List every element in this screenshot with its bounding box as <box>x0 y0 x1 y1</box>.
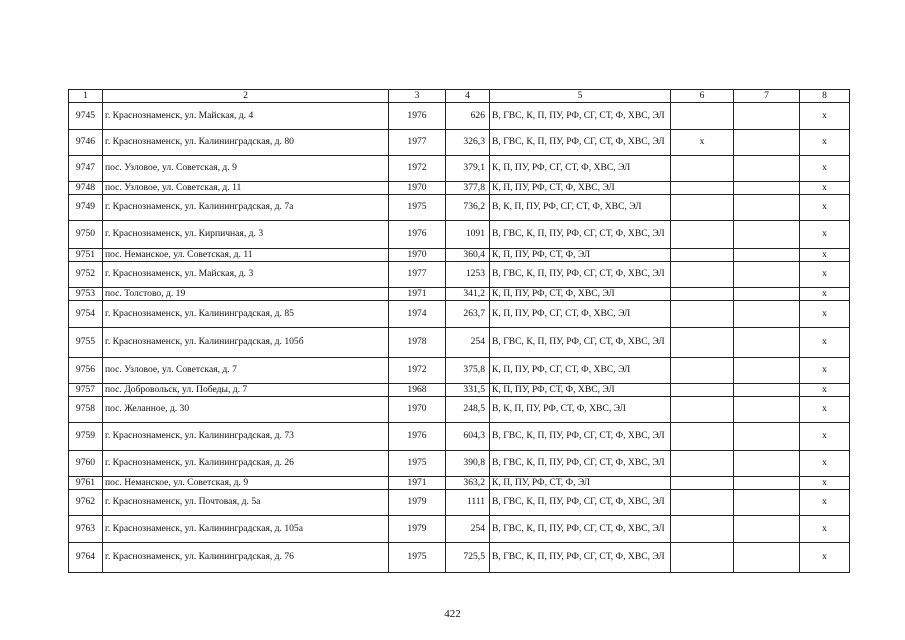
column-8-cell: х <box>800 221 850 249</box>
column-6-cell <box>671 249 734 262</box>
services-cell: К, П, ПУ, РФ, СТ, Ф, ЭЛ <box>490 249 671 262</box>
column-6-cell <box>671 182 734 195</box>
address-cell: г. Краснознаменск, ул. Почтовая, д. 5а <box>103 490 389 516</box>
address-cell: г. Краснознаменск, ул. Кирпичная, д. 3 <box>103 221 389 249</box>
table-row <box>69 516 850 543</box>
row-number: 9763 <box>69 516 103 543</box>
address-cell: г. Краснознаменск, ул. Калининградская, д. 7а <box>103 195 389 221</box>
address-cell: пос. Узловое, ул. Советская, д. 11 <box>103 182 389 195</box>
column-6-cell <box>671 451 734 477</box>
year-cell: 1975 <box>389 451 446 477</box>
year-cell: 1972 <box>389 156 446 182</box>
column-6-cell <box>671 490 734 516</box>
column-7-cell <box>734 451 800 477</box>
area-cell: 604,3 <box>446 423 490 451</box>
column-6-cell <box>671 288 734 301</box>
column-7-cell <box>734 288 800 301</box>
column-7-cell <box>734 477 800 490</box>
table-row <box>69 397 850 423</box>
column-8-cell: х <box>800 130 850 156</box>
building-registry-table <box>68 89 850 573</box>
column-7-cell <box>734 384 800 397</box>
services-cell: К, П, ПУ, РФ, СТ, Ф, ХВС, ЭЛ <box>490 384 671 397</box>
column-8-cell: х <box>800 328 850 358</box>
area-cell: 331,5 <box>446 384 490 397</box>
services-cell: К, П, ПУ, РФ, СТ, Ф, ХВС, ЭЛ <box>490 288 671 301</box>
area-cell: 377,8 <box>446 182 490 195</box>
table-row <box>69 301 850 328</box>
table-row <box>69 543 850 573</box>
column-6-cell: х <box>671 130 734 156</box>
row-number: 9755 <box>69 328 103 358</box>
row-number: 9758 <box>69 397 103 423</box>
address-cell: пос. Желанное, д. 30 <box>103 397 389 423</box>
address-cell: г. Краснознаменск, ул. Майская, д. 4 <box>103 103 389 130</box>
address-cell: г. Краснознаменск, ул. Калининградская, д. 80 <box>103 130 389 156</box>
row-number: 9761 <box>69 477 103 490</box>
row-number: 9752 <box>69 262 103 288</box>
services-cell: В, К, П, ПУ, РФ, СТ, Ф, ХВС, ЭЛ <box>490 397 671 423</box>
table-row <box>69 477 850 490</box>
row-number: 9751 <box>69 249 103 262</box>
header-row <box>69 90 850 103</box>
year-cell: 1968 <box>389 384 446 397</box>
column-8-cell: х <box>800 103 850 130</box>
services-cell: В, ГВС, К, П, ПУ, РФ, СГ, СТ, Ф, ХВС, ЭЛ <box>490 423 671 451</box>
area-cell: 390,8 <box>446 451 490 477</box>
row-number: 9759 <box>69 423 103 451</box>
services-cell: В, ГВС, К, П, ПУ, РФ, СГ, СТ, Ф, ХВС, ЭЛ <box>490 130 671 156</box>
column-header: 7 <box>734 90 800 103</box>
table-row <box>69 130 850 156</box>
column-8-cell: х <box>800 249 850 262</box>
address-cell: пос. Неманское, ул. Советская, д. 11 <box>103 249 389 262</box>
column-7-cell <box>734 182 800 195</box>
services-cell: В, ГВС, К, П, ПУ, РФ, СГ, СТ, Ф, ХВС, ЭЛ <box>490 328 671 358</box>
area-cell: 341,2 <box>446 288 490 301</box>
row-number: 9760 <box>69 451 103 477</box>
column-6-cell <box>671 516 734 543</box>
column-6-cell <box>671 328 734 358</box>
column-header: 4 <box>446 90 490 103</box>
column-6-cell <box>671 384 734 397</box>
year-cell: 1970 <box>389 182 446 195</box>
column-6-cell <box>671 423 734 451</box>
column-8-cell: х <box>800 490 850 516</box>
table-row <box>69 195 850 221</box>
services-cell: В, ГВС, К, П, ПУ, РФ, СГ, СТ, Ф, ХВС, ЭЛ <box>490 516 671 543</box>
table-row <box>69 358 850 384</box>
column-7-cell <box>734 103 800 130</box>
address-cell: г. Краснознаменск, ул. Калининградская, д. 73 <box>103 423 389 451</box>
row-number: 9746 <box>69 130 103 156</box>
column-7-cell <box>734 221 800 249</box>
table-row <box>69 156 850 182</box>
column-7-cell <box>734 423 800 451</box>
services-cell: В, ГВС, К, П, ПУ, РФ, СГ, СТ, Ф, ХВС, ЭЛ <box>490 262 671 288</box>
row-number: 9748 <box>69 182 103 195</box>
year-cell: 1972 <box>389 358 446 384</box>
column-header: 2 <box>103 90 389 103</box>
column-header: 8 <box>800 90 850 103</box>
column-7-cell <box>734 156 800 182</box>
column-7-cell <box>734 195 800 221</box>
year-cell: 1975 <box>389 195 446 221</box>
area-cell: 326,3 <box>446 130 490 156</box>
table-row <box>69 490 850 516</box>
row-number: 9747 <box>69 156 103 182</box>
table-row <box>69 103 850 130</box>
table-row <box>69 249 850 262</box>
area-cell: 626 <box>446 103 490 130</box>
address-cell: г. Краснознаменск, ул. Майская, д. 3 <box>103 262 389 288</box>
year-cell: 1971 <box>389 288 446 301</box>
year-cell: 1976 <box>389 103 446 130</box>
services-cell: В, ГВС, К, П, ПУ, РФ, СГ, СТ, Ф, ХВС, ЭЛ <box>490 221 671 249</box>
services-cell: К, П, ПУ, РФ, СГ, СТ, Ф, ХВС, ЭЛ <box>490 301 671 328</box>
services-cell: В, ГВС, К, П, ПУ, РФ, СГ, СТ, Ф, ХВС, ЭЛ <box>490 103 671 130</box>
column-header: 5 <box>490 90 671 103</box>
column-7-cell <box>734 516 800 543</box>
column-8-cell: х <box>800 397 850 423</box>
column-7-cell <box>734 358 800 384</box>
year-cell: 1970 <box>389 249 446 262</box>
column-header: 6 <box>671 90 734 103</box>
address-cell: пос. Узловое, ул. Советская, д. 7 <box>103 358 389 384</box>
row-number: 9762 <box>69 490 103 516</box>
column-8-cell: х <box>800 477 850 490</box>
area-cell: 254 <box>446 328 490 358</box>
area-cell: 254 <box>446 516 490 543</box>
area-cell: 1253 <box>446 262 490 288</box>
column-header: 3 <box>389 90 446 103</box>
row-number: 9750 <box>69 221 103 249</box>
table-row <box>69 384 850 397</box>
column-7-cell <box>734 130 800 156</box>
services-cell: В, ГВС, К, П, ПУ, РФ, СГ, СТ, Ф, ХВС, ЭЛ <box>490 543 671 573</box>
column-8-cell: х <box>800 543 850 573</box>
address-cell: пос. Толстово, д. 19 <box>103 288 389 301</box>
address-cell: г. Краснознаменск, ул. Калининградская, д. 85 <box>103 301 389 328</box>
area-cell: 248,5 <box>446 397 490 423</box>
column-7-cell <box>734 397 800 423</box>
column-6-cell <box>671 543 734 573</box>
column-8-cell: х <box>800 182 850 195</box>
services-cell: К, П, ПУ, РФ, СТ, Ф, ХВС, ЭЛ <box>490 182 671 195</box>
column-6-cell <box>671 262 734 288</box>
row-number: 9745 <box>69 103 103 130</box>
column-7-cell <box>734 262 800 288</box>
area-cell: 725,5 <box>446 543 490 573</box>
address-cell: пос. Узловое, ул. Советская, д. 9 <box>103 156 389 182</box>
column-7-cell <box>734 249 800 262</box>
address-cell: г. Краснознаменск, ул. Калининградская, д. 105а <box>103 516 389 543</box>
column-7-cell <box>734 328 800 358</box>
area-cell: 363,2 <box>446 477 490 490</box>
column-6-cell <box>671 156 734 182</box>
year-cell: 1978 <box>389 328 446 358</box>
column-7-cell <box>734 543 800 573</box>
column-7-cell <box>734 301 800 328</box>
column-8-cell: х <box>800 156 850 182</box>
column-6-cell <box>671 397 734 423</box>
address-cell: пос. Добровольск, ул. Победы, д. 7 <box>103 384 389 397</box>
services-cell: К, П, ПУ, РФ, СТ, Ф, ЭЛ <box>490 477 671 490</box>
column-6-cell <box>671 103 734 130</box>
row-number: 9756 <box>69 358 103 384</box>
column-8-cell: х <box>800 384 850 397</box>
row-number: 9754 <box>69 301 103 328</box>
table-row <box>69 262 850 288</box>
year-cell: 1977 <box>389 130 446 156</box>
page-number: 422 <box>444 608 461 620</box>
table-body <box>69 90 850 573</box>
services-cell: К, П, ПУ, РФ, СГ, СТ, Ф, ХВС, ЭЛ <box>490 156 671 182</box>
table-row <box>69 221 850 249</box>
year-cell: 1974 <box>389 301 446 328</box>
area-cell: 375,8 <box>446 358 490 384</box>
area-cell: 1111 <box>446 490 490 516</box>
table-row <box>69 288 850 301</box>
table-row <box>69 451 850 477</box>
area-cell: 379,1 <box>446 156 490 182</box>
column-6-cell <box>671 358 734 384</box>
year-cell: 1976 <box>389 423 446 451</box>
column-8-cell: х <box>800 262 850 288</box>
column-8-cell: х <box>800 516 850 543</box>
column-8-cell: х <box>800 451 850 477</box>
column-8-cell: х <box>800 301 850 328</box>
area-cell: 1091 <box>446 221 490 249</box>
table-row <box>69 423 850 451</box>
services-cell: К, П, ПУ, РФ, СГ, СТ, Ф, ХВС, ЭЛ <box>490 358 671 384</box>
services-cell: В, ГВС, К, П, ПУ, РФ, СГ, СТ, Ф, ХВС, ЭЛ <box>490 490 671 516</box>
column-6-cell <box>671 195 734 221</box>
area-cell: 360,4 <box>446 249 490 262</box>
address-cell: г. Краснознаменск, ул. Калининградская, д. 26 <box>103 451 389 477</box>
column-7-cell <box>734 490 800 516</box>
services-cell: В, К, П, ПУ, РФ, СГ, СТ, Ф, ХВС, ЭЛ <box>490 195 671 221</box>
address-cell: пос. Неманское, ул. Советская, д. 9 <box>103 477 389 490</box>
area-cell: 736,2 <box>446 195 490 221</box>
year-cell: 1975 <box>389 543 446 573</box>
row-number: 9753 <box>69 288 103 301</box>
year-cell: 1971 <box>389 477 446 490</box>
year-cell: 1979 <box>389 490 446 516</box>
table-row <box>69 328 850 358</box>
column-6-cell <box>671 477 734 490</box>
services-cell: В, ГВС, К, П, ПУ, РФ, СГ, СТ, Ф, ХВС, ЭЛ <box>490 451 671 477</box>
column-8-cell: х <box>800 288 850 301</box>
row-number: 9749 <box>69 195 103 221</box>
address-cell: г. Краснознаменск, ул. Калининградская, д. 105б <box>103 328 389 358</box>
year-cell: 1976 <box>389 221 446 249</box>
area-cell: 263,7 <box>446 301 490 328</box>
row-number: 9764 <box>69 543 103 573</box>
year-cell: 1970 <box>389 397 446 423</box>
row-number: 9757 <box>69 384 103 397</box>
column-6-cell <box>671 301 734 328</box>
column-8-cell: х <box>800 423 850 451</box>
address-cell: г. Краснознаменск, ул. Калининградская, д. 76 <box>103 543 389 573</box>
year-cell: 1979 <box>389 516 446 543</box>
column-8-cell: х <box>800 195 850 221</box>
column-6-cell <box>671 221 734 249</box>
column-header: 1 <box>69 90 103 103</box>
year-cell: 1977 <box>389 262 446 288</box>
column-8-cell: х <box>800 358 850 384</box>
table-row <box>69 182 850 195</box>
